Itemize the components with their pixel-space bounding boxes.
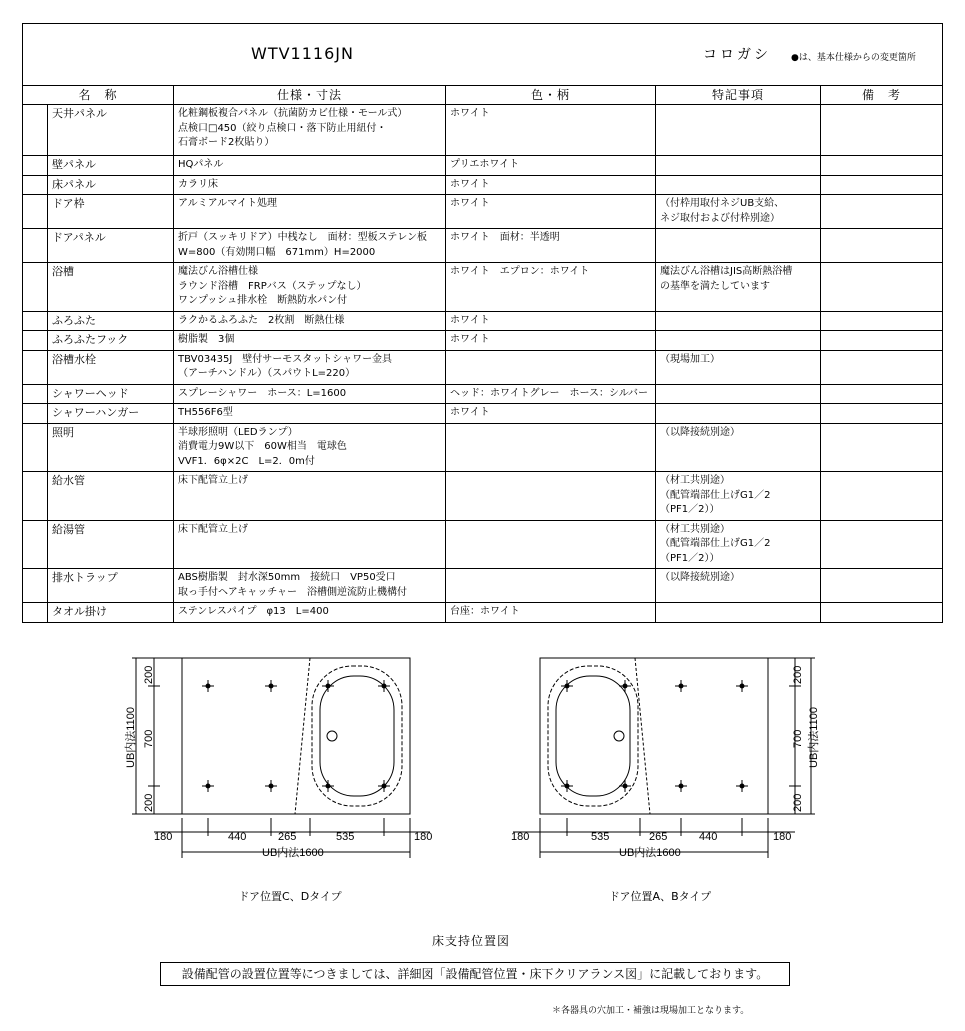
change-mark-cell (23, 156, 48, 176)
item-spec: 床下配管立上げ (174, 472, 446, 521)
bathtub-outer (312, 666, 402, 806)
support-marks (561, 680, 748, 792)
col-header-spec: 仕様・寸法 (174, 86, 446, 105)
item-color: プリエホワイト (446, 156, 656, 176)
item-color (446, 569, 656, 603)
total-h-dim: UB内法1600 (262, 847, 324, 859)
h-dim-3: 440 (699, 831, 718, 843)
h-dim-2: 265 (649, 831, 668, 843)
item-spec: 樹脂製 3個 (174, 331, 446, 351)
spec-table (22, 23, 943, 623)
col-header-name: 名 称 (23, 86, 174, 105)
support-point (675, 680, 687, 692)
h-dim-0: 180 (511, 831, 530, 843)
item-remarks (821, 175, 943, 195)
support-point (265, 680, 277, 692)
change-mark-cell (23, 175, 48, 195)
item-remarks (821, 195, 943, 229)
item-color: ホワイト エプロン：ホワイト (446, 263, 656, 312)
table-row (23, 229, 943, 263)
item-name: 床パネル (48, 175, 174, 195)
total-h-dim: UB内法1600 (619, 847, 681, 859)
item-name: 浴槽 (48, 263, 174, 312)
h-dim-3: 535 (336, 831, 355, 843)
item-name: 給水管 (48, 472, 174, 521)
item-notes: 魔法びん浴槽はJIS高断熱浴槽 の基準を満たしています (656, 263, 821, 312)
item-notes (656, 105, 821, 156)
item-spec: 化粧鋼板複合パネル（抗菌防カビ仕様・モール式） 点検口□450（絞り点検口・落下防止用紐付・ 石膏ボード2枚貼り） (174, 105, 446, 156)
change-mark-cell (23, 384, 48, 404)
table-row (23, 520, 943, 569)
dimension-lines (513, 658, 815, 858)
support-marks (202, 680, 390, 792)
floor-diagram-left (120, 648, 450, 863)
item-name: 照明 (48, 423, 174, 472)
support-point (619, 680, 631, 692)
item-name: タオル掛け (48, 603, 174, 623)
item-name: 天井パネル (48, 105, 174, 156)
item-color: 台座：ホワイト (446, 603, 656, 623)
table-row (23, 263, 943, 312)
support-point (202, 680, 214, 692)
table-row (23, 404, 943, 424)
item-notes: （付枠用取付ネジUB支給、 ネジ取付および付枠別途） (656, 195, 821, 229)
item-color: ホワイト (446, 195, 656, 229)
ub-outline (182, 658, 410, 814)
v-dim-1: 700 (792, 729, 804, 748)
item-color (446, 472, 656, 521)
support-point (202, 780, 214, 792)
h-dim-1: 535 (591, 831, 610, 843)
support-point (736, 780, 748, 792)
item-remarks (821, 311, 943, 331)
item-remarks (821, 603, 943, 623)
item-spec: アルミアルマイト処理 (174, 195, 446, 229)
item-spec: スプレーシャワー ホース：L=1600 (174, 384, 446, 404)
drain-icon (327, 731, 337, 741)
item-remarks (821, 350, 943, 384)
item-remarks (821, 263, 943, 312)
change-mark-cell (23, 229, 48, 263)
item-remarks (821, 331, 943, 351)
item-notes (656, 331, 821, 351)
item-color: ホワイト 面材：半透明 (446, 229, 656, 263)
table-row (23, 331, 943, 351)
item-spec: 折戸（スッキリドア）中桟なし 面材：型板ステレン板 W=800（有効開口幅 671mm）H=2000 (174, 229, 446, 263)
table-row (23, 472, 943, 521)
h-dim-4: 180 (773, 831, 792, 843)
change-mark-cell (23, 569, 48, 603)
change-mark-cell (23, 472, 48, 521)
notice-box: 設備配管の設置位置等につきましては、詳細図「設備配管位置・床下クリアランス図」に記載しております。 (160, 962, 790, 986)
v-dim-2: 200 (792, 793, 804, 812)
change-note: ●は、基本仕様からの変更箇所 (791, 52, 916, 63)
item-spec: ステンレスパイプ φ13 L=400 (174, 603, 446, 623)
item-spec: TBV03435J 壁付サーモスタットシャワー金具 （アーチハンドル）（スパウトL=220） (174, 350, 446, 384)
ub-outline (540, 658, 768, 814)
support-point (619, 780, 631, 792)
item-spec: カラリ床 (174, 175, 446, 195)
h-dim-4: 180 (414, 831, 433, 843)
item-name: ふろふた (48, 311, 174, 331)
item-color (446, 350, 656, 384)
caption-left: ドア位置C、Dタイプ (238, 890, 342, 903)
item-color (446, 520, 656, 569)
caption-right: ドア位置A、Bタイプ (608, 890, 712, 903)
item-remarks (821, 423, 943, 472)
bathtub-inner (320, 676, 394, 796)
item-spec: 魔法びん浴槽仕様 ラウンド浴槽 FRPバス（ステップなし） ワンプッシュ排水栓 断熱防水パン付 (174, 263, 446, 312)
item-notes (656, 156, 821, 176)
table-row (23, 569, 943, 603)
item-name: シャワーヘッド (48, 384, 174, 404)
item-spec: 床下配管立上げ (174, 520, 446, 569)
change-mark-cell (23, 263, 48, 312)
item-spec: 半球形照明（LEDランプ） 消費電力9W以下 60W相当 電球色 VVF1．6φ×2C L=2．0m付 (174, 423, 446, 472)
item-color: ホワイト (446, 404, 656, 424)
item-name: ふろふたフック (48, 331, 174, 351)
item-spec: HQパネル (174, 156, 446, 176)
item-notes (656, 404, 821, 424)
change-mark-cell (23, 105, 48, 156)
item-color: ホワイト (446, 175, 656, 195)
item-name: 排水トラップ (48, 569, 174, 603)
item-notes (656, 384, 821, 404)
item-name: 壁パネル (48, 156, 174, 176)
footnote: ＊各器具の穴加工・補強は現場加工となります。 (552, 1006, 750, 1016)
v-dim-0: 200 (792, 665, 804, 684)
item-notes: （現場加工） (656, 350, 821, 384)
item-spec: ラクかるふろふた 2枚割 断熱仕様 (174, 311, 446, 331)
support-point (322, 780, 334, 792)
h-dim-2: 265 (278, 831, 297, 843)
item-notes: （以降接続別途） (656, 423, 821, 472)
item-name: ドア枠 (48, 195, 174, 229)
table-row (23, 350, 943, 384)
support-point (675, 780, 687, 792)
item-notes (656, 603, 821, 623)
total-v-dim: UB内法1100 (808, 707, 820, 768)
v-dim-2: 200 (143, 793, 155, 812)
item-color: ホワイト (446, 331, 656, 351)
table-row (23, 105, 943, 156)
total-v-dim: UB内法1100 (125, 707, 137, 768)
table-row (23, 156, 943, 176)
change-mark-cell (23, 603, 48, 623)
change-mark-cell (23, 311, 48, 331)
item-name: 浴槽水栓 (48, 350, 174, 384)
item-name: 給湯管 (48, 520, 174, 569)
item-remarks (821, 384, 943, 404)
table-row (23, 384, 943, 404)
col-header-notes: 特記事項 (656, 86, 821, 105)
item-notes: （以降接続別途） (656, 569, 821, 603)
item-notes: （材工共別途） （配管端部仕上げG1／2 （PF1／2）） (656, 520, 821, 569)
table-row (23, 175, 943, 195)
item-spec: TH556F6型 (174, 404, 446, 424)
v-dim-1: 700 (143, 729, 155, 748)
v-dim-0: 200 (143, 665, 155, 684)
item-notes (656, 175, 821, 195)
header-row (23, 86, 943, 105)
col-header-remarks: 備 考 (821, 86, 943, 105)
bathtub-inner (556, 676, 630, 796)
model-number: WTV1116JN (251, 43, 354, 63)
h-dim-1: 440 (228, 831, 247, 843)
table-row (23, 311, 943, 331)
item-notes: （材工共別途） （配管端部仕上げG1／2 （PF1／2）） (656, 472, 821, 521)
diagram-title: 床支持位置図 (432, 934, 511, 948)
item-remarks (821, 569, 943, 603)
title-row (23, 24, 943, 86)
change-mark-cell (23, 350, 48, 384)
variant-label: コロガシ (703, 46, 771, 63)
item-color (446, 423, 656, 472)
support-point (736, 680, 748, 692)
table-row (23, 603, 943, 623)
item-color: ホワイト (446, 105, 656, 156)
item-name: シャワーハンガー (48, 404, 174, 424)
item-color: ホワイト (446, 311, 656, 331)
item-remarks (821, 404, 943, 424)
change-mark-cell (23, 404, 48, 424)
col-header-color: 色・柄 (446, 86, 656, 105)
item-remarks (821, 472, 943, 521)
drain-icon (614, 731, 624, 741)
change-mark-cell (23, 423, 48, 472)
item-remarks (821, 520, 943, 569)
change-mark-cell (23, 195, 48, 229)
item-remarks (821, 156, 943, 176)
table-row (23, 195, 943, 229)
floor-diagram-right (505, 648, 835, 863)
item-remarks (821, 229, 943, 263)
support-point (265, 780, 277, 792)
change-mark-cell (23, 520, 48, 569)
item-color: ヘッド：ホワイトグレー ホース：シルバー (446, 384, 656, 404)
item-name: ドアパネル (48, 229, 174, 263)
item-remarks (821, 105, 943, 156)
support-point (322, 680, 334, 692)
table-row (23, 423, 943, 472)
h-dim-0: 180 (154, 831, 173, 843)
item-notes (656, 311, 821, 331)
item-notes (656, 229, 821, 263)
item-spec: ABS樹脂製 封水深50mm 接続口 VP50受口 取っ手付ヘアキャッチャー 浴槽側逆流防止機構付 (174, 569, 446, 603)
change-mark-cell (23, 331, 48, 351)
spec-body (23, 105, 943, 623)
